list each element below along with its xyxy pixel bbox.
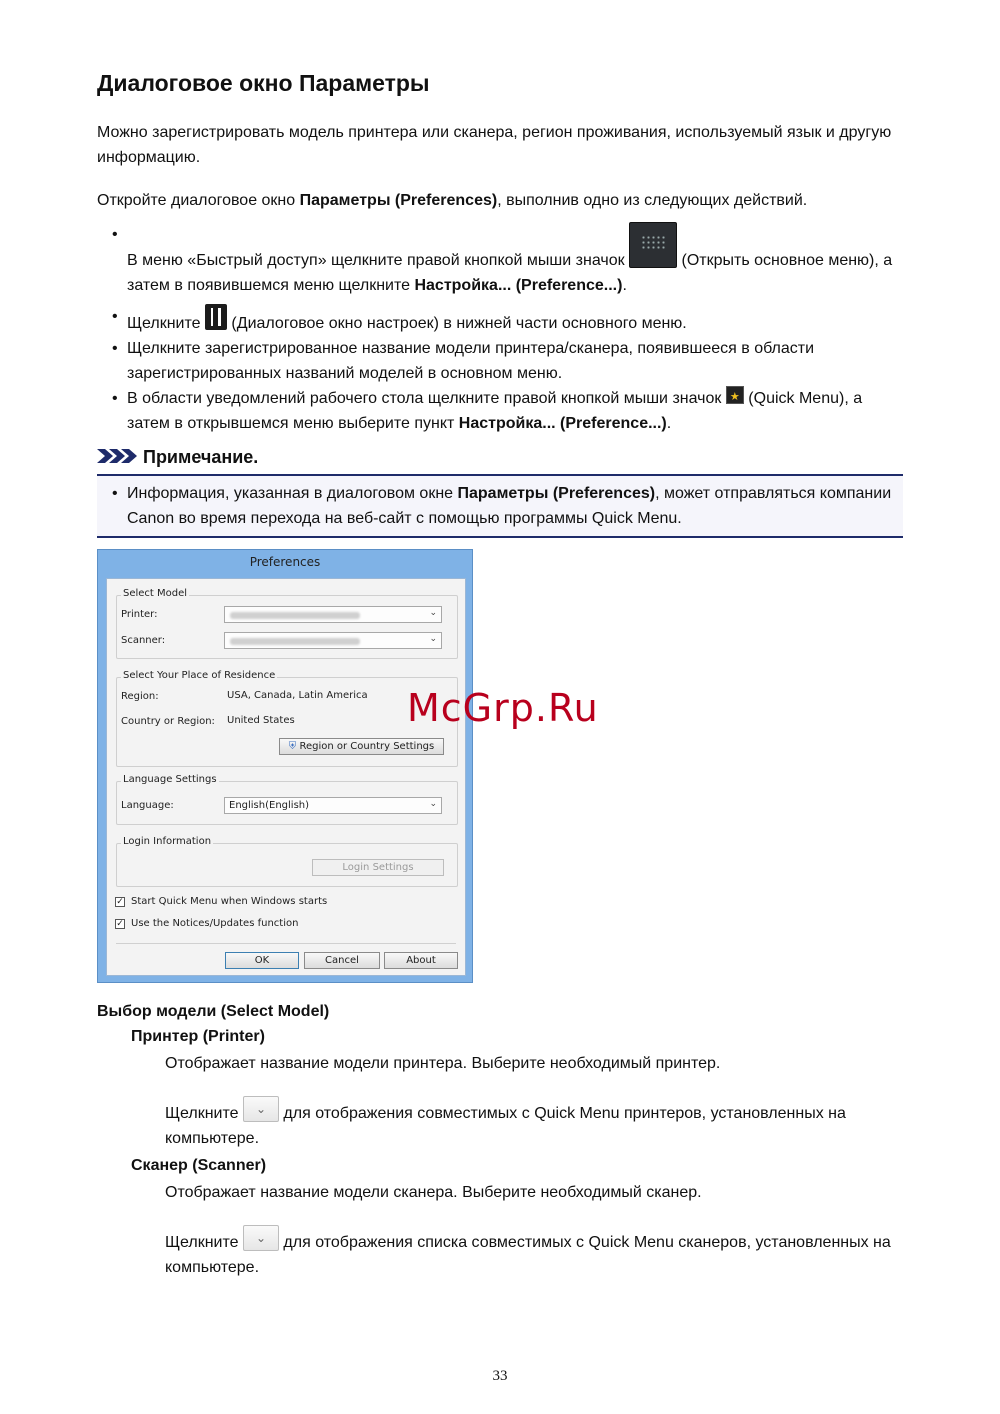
note-item	[112, 481, 897, 531]
about-button[interactable]: About	[384, 952, 458, 969]
b4-bold: Настройка... (Preference...)	[458, 415, 667, 432]
country-label: Country or Region:	[121, 716, 215, 727]
blurred-value	[230, 638, 360, 645]
b1-bold: Настройка... (Preference...)	[414, 277, 623, 294]
b4-after: (Quick Menu), а затем в открывшемся меню выберите пункт	[127, 390, 863, 432]
page-title: Диалоговое окно Параметры	[97, 70, 430, 96]
note-box	[97, 474, 903, 538]
region-settings-button[interactable]	[279, 738, 444, 755]
open-instructions	[97, 188, 907, 213]
language-select[interactable]	[224, 797, 442, 814]
b1-after: (Открыть основное меню), а затем в появившемся меню щелкните	[127, 252, 893, 294]
region-label: Region:	[121, 691, 159, 702]
chevron-down-icon: ⌄	[429, 634, 437, 644]
chevron-down-icon: ⌄	[429, 608, 437, 618]
list-item	[112, 222, 907, 298]
dropdown-arrow-icon	[243, 1096, 279, 1122]
scanner-label: Scanner:	[121, 635, 166, 646]
list-item	[112, 304, 907, 336]
residence-title: Select Your Place of Residence	[123, 670, 276, 681]
main-menu-icon	[629, 222, 677, 268]
settings-tools-icon	[205, 304, 227, 330]
open-bold: Параметры (Preferences)	[299, 192, 498, 209]
printer-heading: Принтер (Printer)	[131, 1028, 265, 1045]
b2-before: Щелкните	[127, 315, 205, 332]
language-title: Language Settings	[123, 774, 217, 785]
dropdown-arrow-icon	[243, 1225, 279, 1251]
divider	[116, 943, 456, 944]
list-item	[112, 386, 907, 436]
scanner-select[interactable]	[224, 632, 442, 649]
note-heading	[97, 447, 258, 471]
start-quick-menu-label: Start Quick Menu when Windows starts	[131, 896, 328, 907]
country-value: United States	[227, 715, 295, 726]
notices-label: Use the Notices/Updates function	[131, 918, 299, 929]
b2-after: (Диалоговое окно настроек) в нижней части основного меню.	[226, 315, 687, 332]
action-list	[112, 222, 907, 436]
b1-end: .	[622, 277, 627, 294]
language-value: English(English)	[229, 800, 310, 811]
printer-click-before: Щелкните	[165, 1105, 243, 1122]
scanner-click-text	[165, 1225, 905, 1280]
language-label: Language:	[121, 800, 174, 811]
blurred-value	[230, 612, 360, 619]
intro-text: Можно зарегистрировать модель принтера или сканера, регион проживания, используемый язык и другую информацию.	[97, 124, 892, 166]
region-value: USA, Canada, Latin America	[227, 690, 368, 701]
select-model-heading: Выбор модели (Select Model)	[97, 1003, 330, 1020]
b1-before: В меню «Быстрый доступ» щелкните правой кнопкой мыши значок	[127, 252, 630, 269]
page-number: 33	[492, 1368, 508, 1384]
language-group	[116, 774, 458, 825]
select-model-group	[116, 588, 458, 659]
shield-icon: ⛨	[288, 741, 297, 752]
note-before: Информация, указанная в диалоговом окне	[127, 485, 458, 502]
printer-label: Printer:	[121, 609, 158, 620]
note-arrows-icon	[97, 447, 137, 465]
scanner-desc: Отображает название модели сканера. Выберите необходимый сканер.	[165, 1184, 702, 1201]
note-after: , может отправляться компании Canon во время перехода на веб-сайт с помощью программы Quick Menu.	[127, 485, 892, 527]
open-after: , выполнив одно из следующих действий.	[497, 192, 808, 209]
b4-before: В области уведомлений рабочего стола щелкните правой кнопкой мыши значок	[127, 390, 726, 407]
cancel-button[interactable]: Cancel	[304, 952, 380, 969]
login-group	[116, 836, 458, 887]
dialog-title: Preferences	[249, 555, 321, 569]
region-settings-label: Region or Country Settings	[299, 741, 435, 752]
preferences-dialog	[97, 549, 473, 983]
printer-desc: Отображает название модели принтера. Выберите необходимый принтер.	[165, 1055, 721, 1072]
list-item: • Щелкните зарегистрированное название модели принтера/сканера, появившееся в области зарегистрированных названий моделей в основном меню.	[112, 336, 907, 386]
scanner-click-before: Щелкните	[165, 1234, 243, 1251]
scanner-click-after: для отображения списка совместимых с Quick Menu сканеров, установленных на компьютере.	[165, 1234, 891, 1276]
quick-menu-icon	[726, 386, 744, 404]
scanner-heading: Сканер (Scanner)	[131, 1157, 267, 1174]
note-title: Примечание.	[143, 447, 259, 467]
notices-checkbox[interactable]: ✓	[116, 919, 124, 929]
chevron-down-icon: ⌄	[429, 799, 437, 809]
printer-click-after: для отображения совместимых с Quick Menu принтеров, установленных на компьютере.	[165, 1105, 846, 1147]
open-before: Откройте диалоговое окно	[97, 192, 300, 209]
select-model-title: Select Model	[123, 588, 188, 599]
note-bold: Параметры (Preferences)	[457, 485, 656, 502]
printer-select[interactable]	[224, 606, 442, 623]
ok-button[interactable]: OK	[225, 952, 299, 969]
dialog-body	[106, 578, 466, 976]
printer-click-text	[165, 1096, 905, 1151]
start-quick-menu-checkbox[interactable]: ✓	[116, 897, 124, 907]
watermark: McGrp.Ru	[407, 686, 599, 730]
login-settings-button[interactable]: Login Settings	[312, 859, 444, 876]
login-title: Login Information	[123, 836, 212, 847]
b4-end: .	[666, 415, 672, 432]
